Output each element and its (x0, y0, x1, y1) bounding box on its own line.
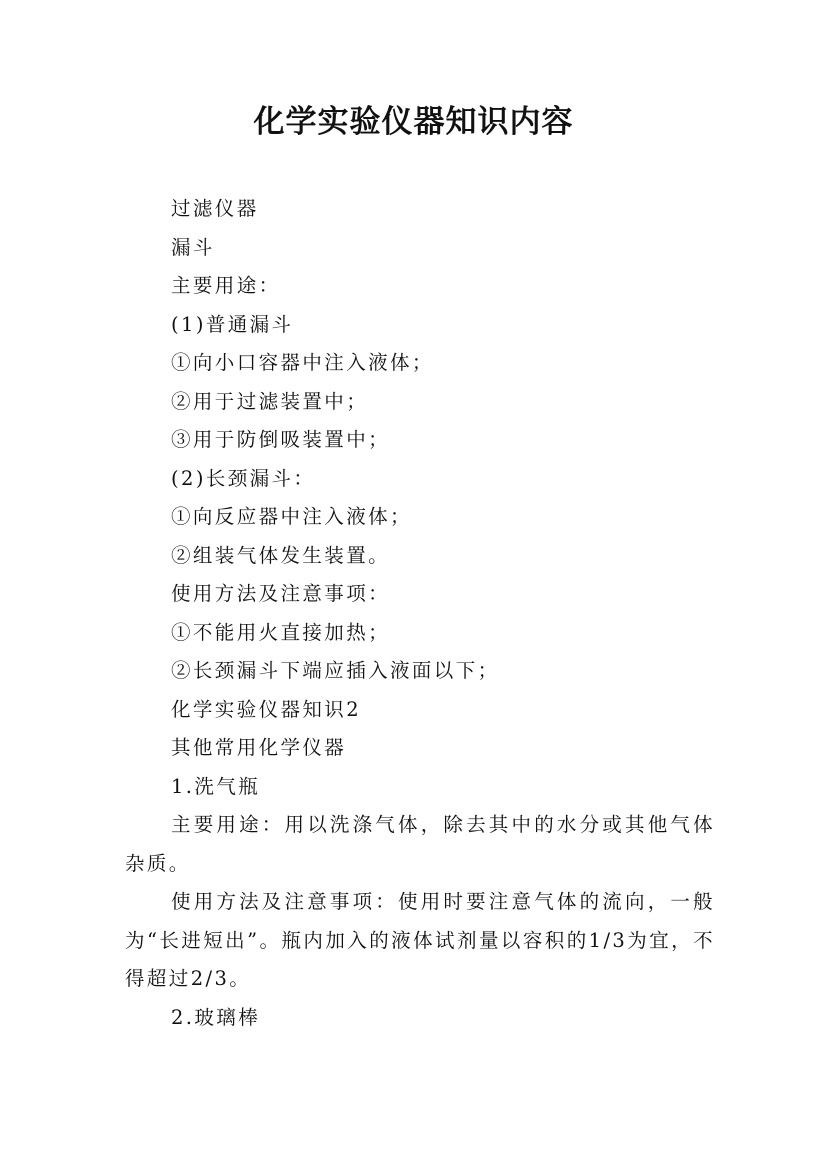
document-body (125, 190, 715, 1037)
text-line: (2)长颈漏斗： (171, 466, 316, 490)
text-line: ①向反应器中注入液体； (171, 505, 412, 528)
text-line: 1.洗气瓶 (171, 774, 261, 798)
text-line: ②长颈漏斗下端应插入液面以下； (171, 659, 500, 682)
text-line: ①不能用火直接加热； (171, 620, 391, 644)
text-line: 漏斗 (171, 235, 215, 259)
paragraph: 使用方法及注意事项：使用时要注意气体的流向，一般为“长进短出”。瓶内加入的液体试剂量以容积的1/3为宜，不得超过2/3。 (125, 890, 715, 990)
text-line: ②用于过滤装置中； (171, 389, 369, 413)
text-line: ③用于防倒吸装置中； (171, 428, 391, 451)
document-title: 化学实验仪器知识内容 (253, 104, 574, 140)
text-line: (1)普通漏斗 (171, 312, 294, 336)
text-line: 使用方法及注意事项： (171, 582, 391, 605)
text-line: 主要用途： (171, 274, 281, 297)
text-line: ①向小口容器中注入液体； (171, 351, 434, 374)
text-line: 化学实验仪器知识2 (171, 697, 362, 721)
text-line: 过滤仪器 (171, 197, 259, 220)
paragraph: 主要用途：用以洗涤气体，除去其中的水分或其他气体杂质。 (125, 813, 715, 875)
text-line: 其他常用化学仪器 (171, 736, 347, 759)
text-line: 2.玻璃棒 (171, 1005, 261, 1029)
text-line: ②组装气体发生装置。 (171, 543, 391, 567)
